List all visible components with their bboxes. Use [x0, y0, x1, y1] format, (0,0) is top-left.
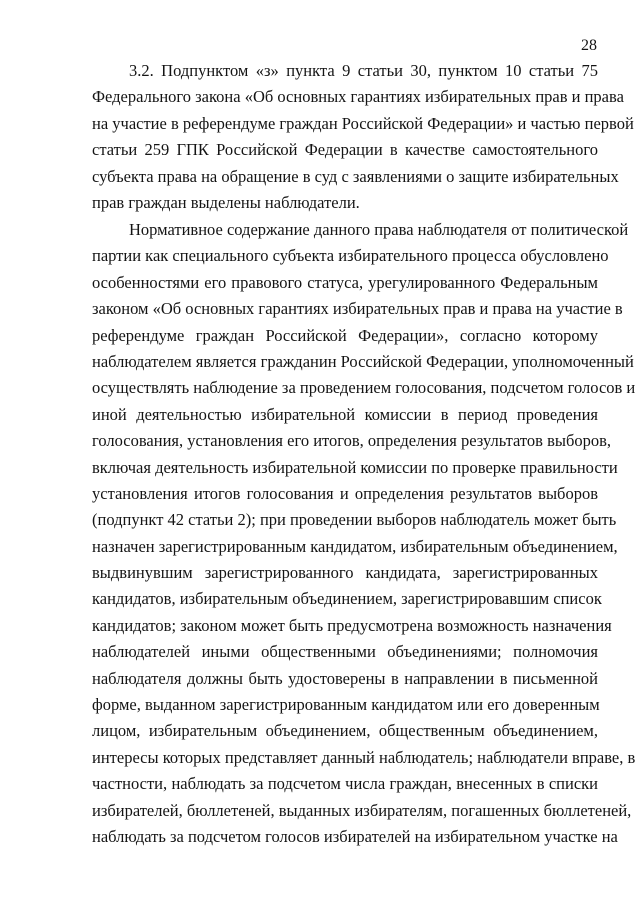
text-line: особенностями его правового статуса, урегулированного Федеральным: [92, 272, 598, 292]
text-line: избирателей, бюллетеней, выданных избирателям, погашенных бюллетеней,: [92, 800, 632, 820]
text-line: интересы которых представляет данный наблюдатель; наблюдатели вправе, в: [92, 747, 636, 767]
text-line: осуществлять наблюдение за проведением голосования, подсчетом голосов и: [92, 378, 636, 398]
text-line: выдвинувшим зарегистрированного кандидата, зарегистрированных: [92, 563, 598, 583]
text-line: форме, выданном зарегистрированным кандидатом или его доверенным: [92, 695, 600, 715]
text-line: на участие в референдуме граждан Российской Федерации» и частью первой: [92, 113, 634, 133]
text-line: прав граждан выделены наблюдатели.: [92, 192, 360, 212]
page-number: 28: [581, 37, 597, 54]
text-line: лицом, избирательным объединением, общественным объединением,: [92, 721, 598, 741]
text-line: наблюдателем является гражданин Российской Федерации, уполномоченный: [92, 351, 634, 371]
text-line: наблюдателя должны быть удостоверены в направлении в письменной: [92, 668, 598, 688]
text-line: субъекта права на обращение в суд с заявлениями о защите избирательных: [92, 166, 619, 186]
text-line: партии как специального субъекта избирательного процесса обусловлено: [92, 246, 609, 266]
text-line: включая деятельность избирательной комиссии по проверке правильности: [92, 457, 618, 477]
text-line: референдуме граждан Российской Федерации», согласно которому: [92, 325, 598, 345]
text-line: назначен зарегистрированным кандидатом, избирательным объединением,: [92, 536, 618, 556]
text-line: частности, наблюдать за подсчетом числа граждан, внесенных в списки: [92, 774, 598, 794]
text-line: наблюдателей иными общественными объединениями; полномочия: [92, 642, 598, 662]
paragraph-1: [92, 58, 634, 216]
text-line: кандидатов, избирательным объединением, зарегистрировавшим список: [92, 589, 602, 609]
text-line: голосования, установления его итогов, определения результатов выборов,: [92, 431, 612, 451]
text-line: Федерального закона «Об основных гарантиях избирательных прав и права: [92, 87, 624, 107]
paragraph-2: [92, 217, 636, 850]
text-line: иной деятельностью избирательной комиссии в период проведения: [92, 404, 598, 424]
text-line: (подпункт 42 статьи 2); при проведении выборов наблюдатель может быть: [92, 510, 617, 530]
text-line: установления итогов голосования и определения результатов выборов: [92, 483, 598, 503]
text-line: 3.2. Подпунктом «з» пункта 9 статьи 30, пунктом 10 статьи 75: [129, 61, 598, 80]
text-line: законом «Об основных гарантиях избирательных прав и права на участие в: [92, 299, 623, 319]
text-line: наблюдать за подсчетом голосов избирателей на избирательном участке на: [92, 826, 618, 846]
text-line: Нормативное содержание данного права наблюдателя от политической: [129, 220, 629, 239]
text-line: кандидатов; законом может быть предусмотрена возможность назначения: [92, 615, 612, 635]
text-line: статьи 259 ГПК Российской Федерации в качестве самостоятельного: [92, 140, 598, 160]
